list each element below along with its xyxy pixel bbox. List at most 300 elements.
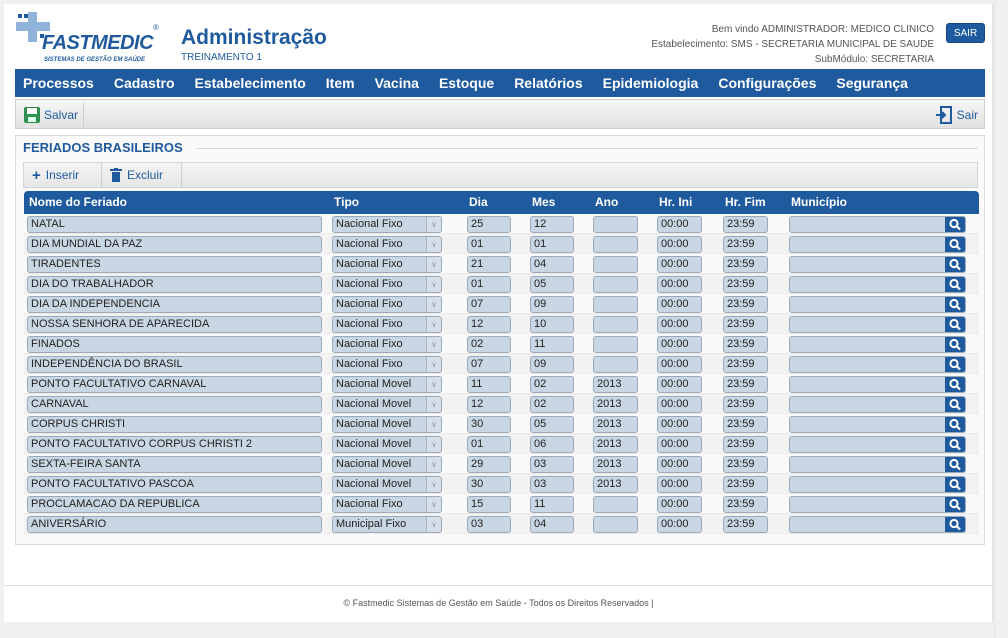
search-icon[interactable] [945,496,965,513]
type-select[interactable] [332,456,442,473]
end-hour-field-value: 23:59 [727,218,755,230]
city-field[interactable] [789,316,966,333]
day-field-value: 15 [471,498,484,510]
type-select[interactable] [332,216,442,233]
city-field[interactable] [789,376,966,393]
type-select[interactable] [332,396,442,413]
type-select-value: Nacional Fixo [336,218,403,230]
day-field[interactable] [467,316,511,333]
name-field-value: PROCLAMACAO DA REPUBLICA [31,498,200,510]
end-hour-field-value: 23:59 [727,498,755,510]
search-icon[interactable] [945,476,965,493]
table-row [24,314,979,334]
logout-button[interactable]: SAIR [946,23,985,43]
panel-title: FERIADOS BRASILEIROS [23,140,187,155]
type-select-value: Nacional Fixo [336,238,403,250]
day-field-value: 29 [471,458,484,470]
menu-item-0[interactable]: Processos [23,75,94,91]
end-hour-field-value: 23:59 [727,478,755,490]
day-field[interactable] [467,256,511,273]
name-field[interactable] [27,356,322,373]
type-select-value: Nacional Fixo [336,278,403,290]
insert-button[interactable] [26,163,102,187]
start-hour-field[interactable] [657,256,702,273]
month-field[interactable] [530,436,574,453]
page-title: Administração [181,26,327,49]
start-hour-field[interactable] [657,476,702,493]
name-field[interactable] [27,456,322,473]
table-row [24,334,979,354]
col-header-type[interactable]: Tipo [334,195,360,209]
delete-label: Excluir [127,168,164,182]
chevron-down-icon[interactable]: ∨ [426,357,441,372]
menu-item-9[interactable]: Segurança [836,75,908,91]
day-field-value: 11 [471,378,483,390]
end-hour-field[interactable] [723,396,768,413]
month-field-value: 09 [534,358,547,370]
day-field-value: 21 [471,258,484,270]
year-field[interactable] [593,396,638,413]
type-select-value: Nacional Movel [336,398,412,410]
year-field-value: 2013 [597,478,622,490]
month-field[interactable] [530,296,574,313]
end-hour-field[interactable] [723,416,768,433]
city-field[interactable] [789,296,966,313]
year-field[interactable] [593,516,638,533]
start-hour-field[interactable] [657,336,702,353]
month-field-value: 04 [534,518,547,530]
type-select-value: Nacional Fixo [336,358,403,370]
name-field-value: FINADOS [31,338,80,350]
table-row [24,494,979,514]
col-header-year[interactable]: Ano [595,195,619,209]
name-field[interactable] [27,496,322,513]
start-hour-field-value: 00:00 [661,458,689,470]
day-field-value: 30 [471,478,484,490]
menu-item-6[interactable]: Relatórios [514,75,583,91]
name-field-value: DIA DA INDEPENDENCIA [31,298,160,310]
menu-item-4[interactable]: Vacina [374,75,419,91]
end-hour-field[interactable] [723,376,768,393]
city-field[interactable] [789,336,966,353]
search-icon[interactable] [945,436,965,453]
type-select[interactable] [332,476,442,493]
name-field[interactable] [27,336,322,353]
start-hour-field-value: 00:00 [661,478,689,490]
end-hour-field-value: 23:59 [727,258,755,270]
end-hour-field-value: 23:59 [727,418,755,430]
type-select-value: Nacional Fixo [336,498,403,510]
name-field-value: NATAL [31,218,65,230]
fastmedic-logo [14,10,162,68]
table-row [24,374,979,394]
day-field-value: 30 [471,418,484,430]
city-field[interactable] [789,416,966,433]
establishment-text: Estabelecimento: SMS - SECRETARIA MUNICIPAL DE SAUDE [651,39,934,50]
end-hour-field-value: 23:59 [727,518,755,530]
month-field-value: 11 [534,338,546,350]
panel-divider [196,148,978,149]
name-field-value: DIA MUNDIAL DA PAZ [31,238,143,250]
type-select-value: Nacional Movel [336,378,412,390]
name-field[interactable] [27,276,322,293]
start-hour-field[interactable] [657,276,702,293]
main-menu [15,69,985,97]
name-field-value: CARNAVAL [31,398,89,410]
start-hour-field-value: 00:00 [661,218,689,230]
page-subtitle: TREINAMENTO 1 [181,52,262,63]
page-scrollbar[interactable] [994,0,1008,638]
day-field[interactable] [467,216,511,233]
day-field[interactable] [467,456,511,473]
toolbar [15,99,985,129]
type-select[interactable] [332,436,442,453]
search-icon[interactable] [945,276,965,293]
city-field[interactable] [789,476,966,493]
search-icon[interactable] [945,376,965,393]
menu-item-2[interactable]: Estabelecimento [194,75,306,91]
table-row [24,434,979,454]
menu-item-3[interactable]: Item [325,75,355,91]
table-row [24,414,979,434]
start-hour-field[interactable] [657,316,702,333]
table-row [24,254,979,274]
start-hour-field[interactable] [657,236,702,253]
start-hour-field-value: 00:00 [661,338,689,350]
start-hour-field[interactable] [657,356,702,373]
name-field-value: NOSSA SENHORA DE APARECIDA [31,318,210,330]
table-row [24,294,979,314]
month-field-value: 04 [534,258,547,270]
end-hour-field[interactable] [723,236,768,253]
name-field-value: INDEPENDÊNCIA DO BRASIL [31,358,183,370]
year-field[interactable] [593,376,638,393]
type-select[interactable] [332,496,442,513]
name-field[interactable] [27,376,322,393]
end-hour-field-value: 23:59 [727,398,755,410]
name-field[interactable] [27,396,322,413]
search-icon[interactable] [945,236,965,253]
year-field[interactable] [593,496,638,513]
name-field[interactable] [27,296,322,313]
year-field[interactable] [593,456,638,473]
end-hour-field[interactable] [723,476,768,493]
end-hour-field-value: 23:59 [727,298,755,310]
month-field[interactable] [530,216,574,233]
table-row [24,394,979,414]
year-field[interactable] [593,436,638,453]
day-field-value: 01 [471,438,484,450]
month-field[interactable] [530,256,574,273]
end-hour-field[interactable] [723,356,768,373]
end-hour-field[interactable] [723,456,768,473]
city-field[interactable] [789,456,966,473]
start-hour-field[interactable] [657,436,702,453]
name-field[interactable] [27,416,322,433]
type-select[interactable] [332,516,442,533]
type-select-value: Nacional Movel [336,418,412,430]
end-hour-field[interactable] [723,216,768,233]
type-select[interactable] [332,416,442,433]
start-hour-field[interactable] [657,296,702,313]
city-field[interactable] [789,496,966,513]
day-field[interactable] [467,336,511,353]
save-button[interactable] [20,103,84,127]
name-field[interactable] [27,516,322,533]
day-field[interactable] [467,516,511,533]
month-field[interactable] [530,276,574,293]
table-row [24,234,979,254]
end-hour-field[interactable] [723,516,768,533]
chevron-down-icon[interactable]: ∨ [426,277,441,292]
start-hour-field[interactable] [657,516,702,533]
city-field[interactable] [789,256,966,273]
grid-body [24,214,979,534]
chevron-down-icon[interactable]: ∨ [426,237,441,252]
month-field-value: 11 [534,498,546,510]
start-hour-field-value: 00:00 [661,318,689,330]
day-field-value: 12 [471,318,484,330]
end-hour-field[interactable] [723,436,768,453]
chevron-down-icon[interactable]: ∨ [426,497,441,512]
year-field-value: 2013 [597,438,622,450]
end-hour-field[interactable] [723,276,768,293]
end-hour-field-value: 23:59 [727,458,755,470]
year-field[interactable] [593,476,638,493]
end-hour-field-value: 23:59 [727,238,755,250]
day-field[interactable] [467,396,511,413]
day-field[interactable] [467,376,511,393]
search-icon[interactable] [945,316,965,333]
menu-item-1[interactable]: Cadastro [113,75,175,91]
month-field[interactable] [530,456,574,473]
search-icon[interactable] [945,296,965,313]
day-field-value: 01 [471,278,484,290]
search-icon[interactable] [945,516,965,533]
type-select-value: Nacional Fixo [336,318,403,330]
logo-registered-mark: ® [153,23,159,32]
month-field-value: 10 [534,318,547,330]
start-hour-field[interactable] [657,496,702,513]
year-field[interactable] [593,236,638,253]
chevron-down-icon[interactable]: ∨ [426,417,441,432]
type-select[interactable] [332,236,442,253]
month-field[interactable] [530,516,574,533]
start-hour-field[interactable] [657,376,702,393]
table-row [24,514,979,534]
grid-toolbar [23,162,978,188]
day-field[interactable] [467,496,511,513]
search-icon[interactable] [945,256,965,273]
start-hour-field[interactable] [657,456,702,473]
name-field-value: ANIVERSÁRIO [31,518,107,530]
city-field[interactable] [789,356,966,373]
name-field-value: DIA DO TRABALHADOR [31,278,154,290]
type-select[interactable] [332,336,442,353]
start-hour-field-value: 00:00 [661,298,689,310]
chevron-down-icon[interactable]: ∨ [426,317,441,332]
user-info [651,22,934,67]
insert-label: Inserir [45,168,80,182]
search-icon[interactable] [945,416,965,433]
col-header-end-hour[interactable]: Hr. Fim [725,195,766,209]
start-hour-field[interactable] [657,416,702,433]
type-select-value: Nacional Movel [336,478,412,490]
day-field-value: 01 [471,238,484,250]
end-hour-field[interactable] [723,296,768,313]
month-field[interactable] [530,336,574,353]
city-field[interactable] [789,436,966,453]
delete-button[interactable] [104,163,182,187]
name-field[interactable] [27,436,322,453]
name-field[interactable] [27,316,322,333]
day-field[interactable] [467,416,511,433]
menu-item-8[interactable]: Configurações [718,75,817,91]
search-icon[interactable] [945,456,965,473]
name-field-value: TIRADENTES [31,258,101,270]
col-header-start-hour[interactable]: Hr. Ini [659,195,693,209]
day-field-value: 07 [471,358,484,370]
month-field-value: 05 [534,418,547,430]
welcome-text: Bem vindo ADMINISTRADOR: MEDICO CLINICO [711,24,934,35]
name-field[interactable] [27,236,322,253]
day-field[interactable] [467,276,511,293]
name-field-value: CORPUS CHRISTI [31,418,126,430]
start-hour-field-value: 00:00 [661,438,689,450]
exit-button[interactable] [935,103,978,127]
start-hour-field-value: 00:00 [661,378,689,390]
end-hour-field-value: 23:59 [727,338,755,350]
save-label: Salvar [44,108,79,122]
month-field-value: 12 [534,218,547,230]
start-hour-field[interactable] [657,216,702,233]
chevron-down-icon[interactable]: ∨ [426,477,441,492]
search-icon[interactable] [945,356,965,373]
start-hour-field[interactable] [657,396,702,413]
month-field[interactable] [530,236,574,253]
name-field-value: PONTO FACULTATIVO CARNAVAL [31,378,207,390]
type-select[interactable] [332,256,442,273]
year-field[interactable] [593,256,638,273]
month-field[interactable] [530,496,574,513]
year-field-value: 2013 [597,458,622,470]
year-field[interactable] [593,296,638,313]
search-icon[interactable] [945,396,965,413]
chevron-down-icon[interactable]: ∨ [426,377,441,392]
col-header-day[interactable]: Dia [469,195,488,209]
col-header-name[interactable]: Nome do Feriado [29,195,128,209]
type-select-value: Nacional Fixo [336,338,403,350]
day-field[interactable] [467,356,511,373]
chevron-down-icon[interactable]: ∨ [426,257,441,272]
plus-icon: + [32,166,41,184]
search-icon[interactable] [945,336,965,353]
name-field[interactable] [27,256,322,273]
month-field[interactable] [530,356,574,373]
exit-door-icon [935,106,953,124]
name-field[interactable] [27,476,322,493]
day-field[interactable] [467,296,511,313]
end-hour-field-value: 23:59 [727,378,755,390]
footer: © Fastmedic Sistemas de Gestão em Saúde - Todos os Direitos Reservados | [343,598,654,608]
table-row [24,454,979,474]
holidays-grid [24,191,979,534]
city-field[interactable] [789,216,966,233]
logo-brand: FASTMEDIC [42,32,154,54]
year-field[interactable] [593,276,638,293]
month-field[interactable] [530,396,574,413]
month-field-value: 05 [534,278,547,290]
chevron-down-icon[interactable]: ∨ [426,297,441,312]
save-icon [23,106,41,124]
year-field[interactable] [593,316,638,333]
type-select[interactable] [332,316,442,333]
day-field-value: 02 [471,338,484,350]
search-icon[interactable] [945,216,965,233]
start-hour-field-value: 00:00 [661,358,689,370]
year-field[interactable] [593,336,638,353]
day-field-value: 07 [471,298,484,310]
chevron-down-icon[interactable]: ∨ [426,397,441,412]
menu-item-7[interactable]: Epidemiologia [602,75,699,91]
chevron-down-icon[interactable]: ∨ [426,337,441,352]
chevron-down-icon[interactable]: ∨ [426,457,441,472]
menu-item-5[interactable]: Estoque [438,75,495,91]
year-field-value: 2013 [597,398,622,410]
grid-header [24,191,979,214]
type-select[interactable] [332,296,442,313]
day-field[interactable] [467,436,511,453]
holidays-panel [15,135,985,545]
end-hour-field-value: 23:59 [727,358,755,370]
month-field[interactable] [530,316,574,333]
col-header-month[interactable]: Mes [532,195,556,209]
year-field[interactable] [593,416,638,433]
end-hour-field[interactable] [723,256,768,273]
end-hour-field[interactable] [723,316,768,333]
start-hour-field-value: 00:00 [661,498,689,510]
month-field-value: 09 [534,298,547,310]
end-hour-field[interactable] [723,336,768,353]
day-field[interactable] [467,236,511,253]
month-field[interactable] [530,376,574,393]
type-select[interactable] [332,376,442,393]
day-field[interactable] [467,476,511,493]
type-select[interactable] [332,356,442,373]
name-field-value: PONTO FACULTATIVO CORPUS CHRISTI 2 [31,438,253,450]
city-field[interactable] [789,276,966,293]
month-field-value: 03 [534,478,547,490]
type-select[interactable] [332,276,442,293]
month-field-value: 02 [534,398,547,410]
chevron-down-icon[interactable]: ∨ [426,217,441,232]
chevron-down-icon[interactable]: ∨ [426,517,441,532]
logo-tagline: SISTEMAS DE GESTÃO EM SAÚDE [44,57,146,63]
month-field[interactable] [530,476,574,493]
year-field-value: 2013 [597,418,622,430]
city-field[interactable] [789,396,966,413]
city-field[interactable] [789,236,966,253]
end-hour-field[interactable] [723,496,768,513]
chevron-down-icon[interactable]: ∨ [426,437,441,452]
month-field[interactable] [530,416,574,433]
name-field[interactable] [27,216,322,233]
city-field[interactable] [789,516,966,533]
year-field[interactable] [593,356,638,373]
col-header-city[interactable]: Município [791,195,847,209]
year-field[interactable] [593,216,638,233]
table-row [24,274,979,294]
